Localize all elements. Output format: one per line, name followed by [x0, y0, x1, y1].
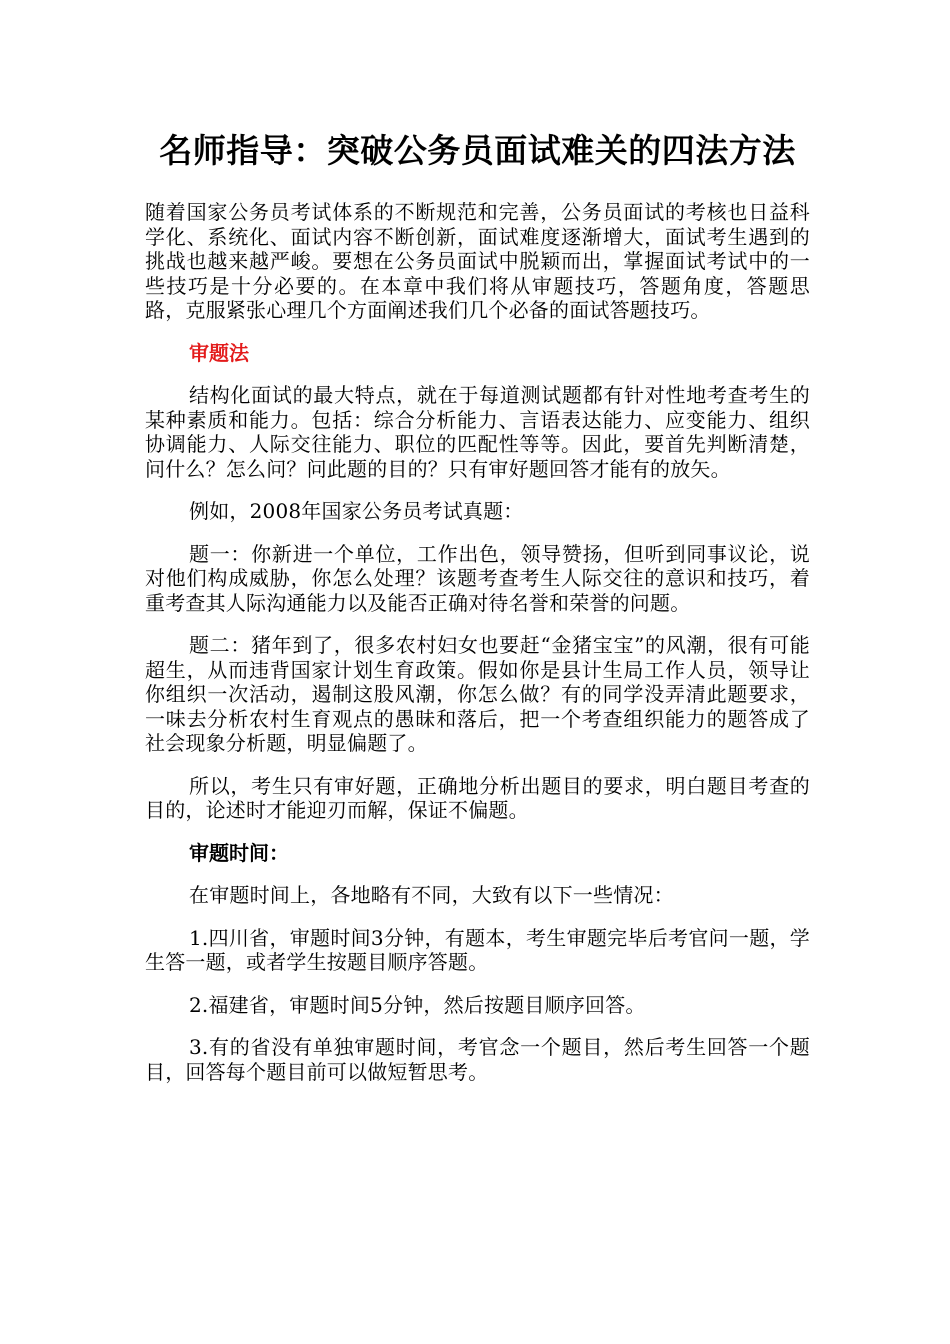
paragraph: 例如，2008年国家公务员考试真题： [189, 499, 524, 523]
paragraph: 所以，考生只有审好题，正确地分析出题目的要求，明白题目考查的目的，论述时才能迎刃而解，保证不偏题。 [145, 773, 810, 822]
section-heading-review-time: 审题时间： [189, 840, 289, 865]
paragraph: 在审题时间上，各地略有不同，大致有以下一些情况： [189, 883, 674, 907]
paragraph: 结构化面试的最大特点，就在于每道测试题都有针对性地考查考生的某种素质和能力。包括：综合分析能力、言语表达能力、应变能力、组织协调能力、人际交往能力、职位的匹配性等等。因此，要首先判断清楚，问什么？怎么问？问此题的目的？只有审好题回答才能有的放矢。 [145, 383, 810, 481]
paragraph: 题二：猪年到了，很多农村妇女也要赶“金猪宝宝”的风潮，很有可能超生，从而违背国家计划生育政策。假如你是县计生局工作人员，领导让你组织一次活动，遏制这股风潮，你怎么做？有的同学没弄清此题要求，一味去分析农村生育观点的愚昧和落后，把一个考查组织能力的题答成了社会现象分析题，明显偏题了。 [145, 633, 810, 755]
list-item: 1.四川省，审题时间3分钟，有题本，考生审题完毕后考官问一题，学生答一题，或者学生按题目顺序答题。 [145, 925, 810, 974]
intro-paragraph: 随着国家公务员考试体系的不断规范和完善，公务员面试的考核也日益科学化、系统化、面试内容不断创新，面试难度逐渐增大，面试考生遇到的挑战也越来越严峻。要想在公务员面试中脱颖而出，掌握面试考试中的一些技巧是十分必要的。在本章中我们将从审题技巧，答题角度，答题思路，克服紧张心理几个方面阐述我们几个必备的面试答题技巧。 [145, 200, 810, 322]
paragraph: 题一：你新进一个单位，工作出色，领导赞扬，但听到同事议论，说对他们构成威胁，你怎么处理？该题考查考生人际交往的意识和技巧，着重考查其人际沟通能力以及能否正确对待名誉和荣誉的问题。 [145, 541, 810, 615]
list-item: 2.福建省，审题时间5分钟，然后按题目顺序回答。 [189, 992, 646, 1017]
document-title: 名师指导：突破公务员面试难关的四法方法 [159, 131, 796, 170]
document-page [145, 128, 810, 1102]
list-item: 3.有的省没有单独审题时间，考官念一个题目，然后考生回答一个题目，回答每个题目前可以做短暂思考。 [145, 1035, 810, 1084]
section-heading-review: 审题法 [189, 340, 249, 365]
